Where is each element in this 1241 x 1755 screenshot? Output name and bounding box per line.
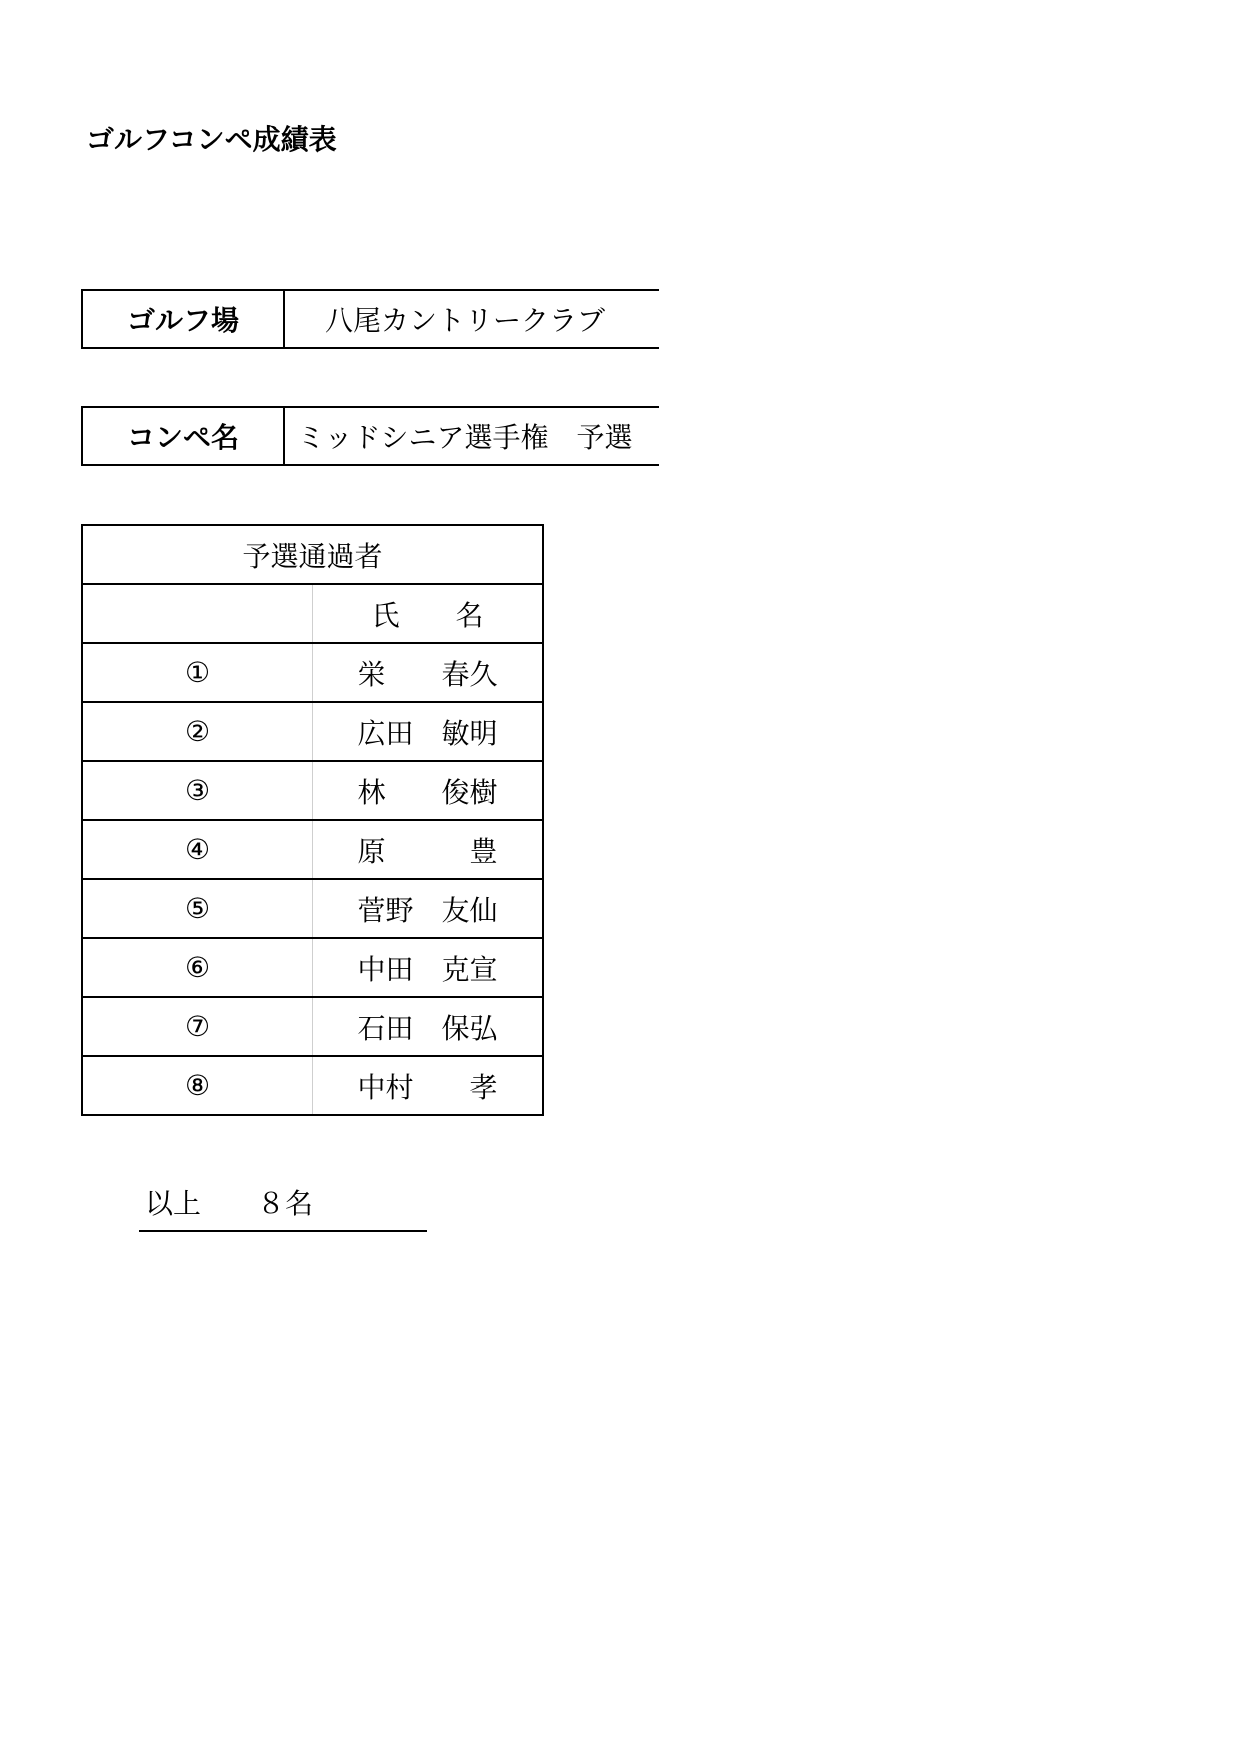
table-row bbox=[82, 702, 543, 761]
qualifiers-header: 予選通過者 bbox=[82, 525, 543, 584]
table-row bbox=[82, 643, 543, 702]
number-column-header bbox=[82, 584, 313, 643]
table-row bbox=[82, 997, 543, 1056]
golf-course-value: 八尾カントリークラブ bbox=[325, 304, 606, 337]
rank-number: ⑧ bbox=[82, 1056, 313, 1115]
player-name: 林 俊樹 bbox=[313, 761, 544, 820]
golf-course-box bbox=[81, 289, 659, 349]
competition-box bbox=[81, 406, 659, 466]
player-name: 栄 春久 bbox=[313, 643, 544, 702]
player-name: 広田 敏明 bbox=[313, 702, 544, 761]
table-row bbox=[82, 879, 543, 938]
qualifier-count-summary: 以上 ８名 bbox=[139, 1184, 427, 1232]
table-row bbox=[82, 938, 543, 997]
golf-course-label: ゴルフ場 bbox=[83, 291, 285, 347]
player-name: 原 豊 bbox=[313, 820, 544, 879]
player-name: 菅野 友仙 bbox=[313, 879, 544, 938]
rank-number: ⑥ bbox=[82, 938, 313, 997]
competition-label: コンペ名 bbox=[83, 408, 285, 464]
player-name: 石田 保弘 bbox=[313, 997, 544, 1056]
column-header-row bbox=[82, 584, 543, 643]
player-name: 中村 孝 bbox=[313, 1056, 544, 1115]
table-row bbox=[82, 1056, 543, 1115]
rank-number: ⑦ bbox=[82, 997, 313, 1056]
competition-value: ミッドシニア選手権 予選 bbox=[297, 421, 633, 454]
document-title: ゴルフコンペ成績表 bbox=[86, 123, 337, 156]
rank-number: ⑤ bbox=[82, 879, 313, 938]
rank-number: ③ bbox=[82, 761, 313, 820]
rank-number: ② bbox=[82, 702, 313, 761]
player-name: 中田 克宣 bbox=[313, 938, 544, 997]
rank-number: ④ bbox=[82, 820, 313, 879]
name-column-header: 氏 名 bbox=[313, 584, 544, 643]
table-row bbox=[82, 820, 543, 879]
table-row bbox=[82, 761, 543, 820]
qualifiers-table bbox=[81, 524, 544, 1116]
qualifiers-header-row bbox=[82, 525, 543, 584]
rank-number: ① bbox=[82, 643, 313, 702]
